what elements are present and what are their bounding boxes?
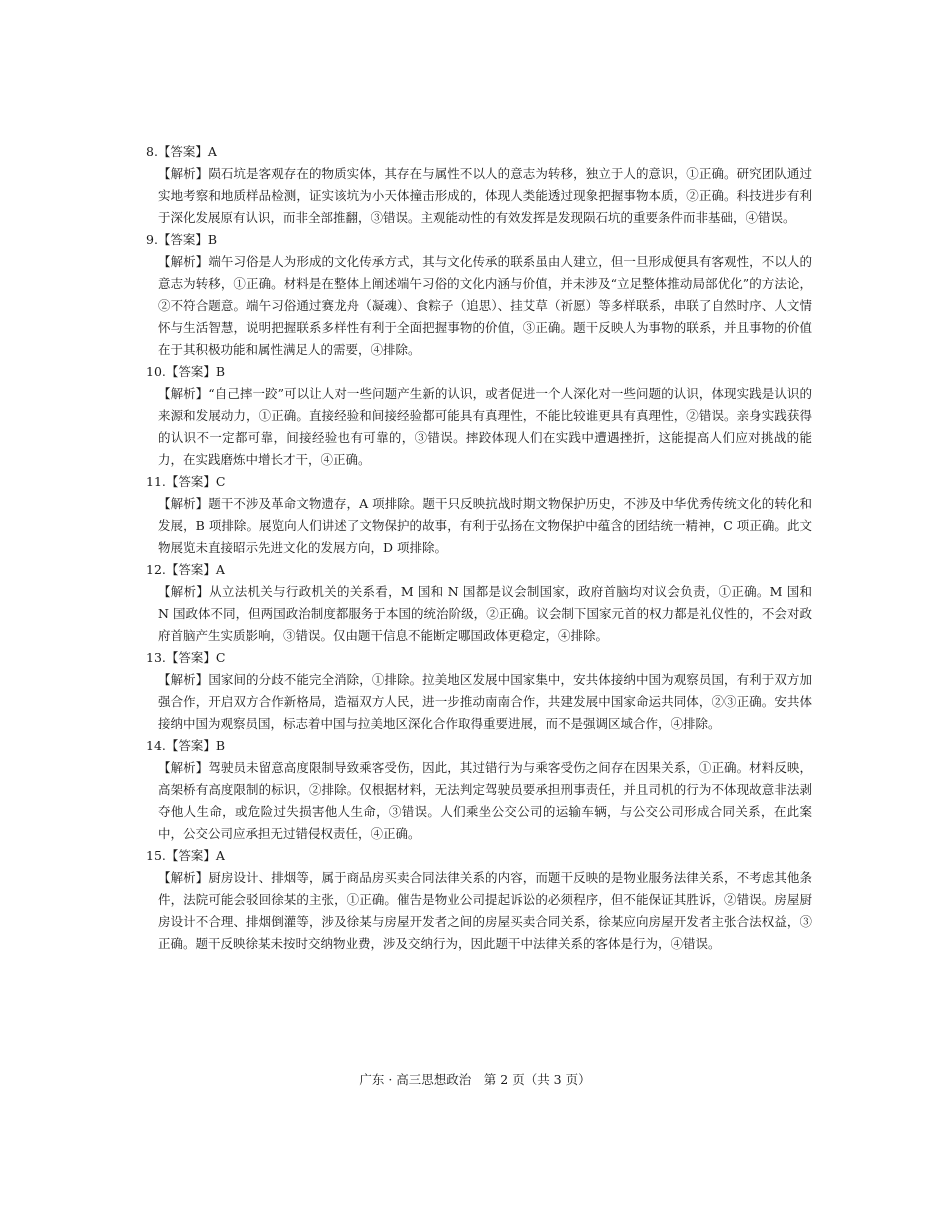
question-11 — [146, 471, 812, 559]
analysis-text: 【解析】国家间的分歧不能完全消除，①排除。拉美地区发展中国家集中，安共体接纳中国为观察员国，有利于双方加强合作，开启双方合作新格局，造福双方人民，进一步推动南南合作，共建发展中国家命运共同体，②③正确。安共体接纳中国为观察员国，标志着中国与拉美地区深化合作取得重要进展，而不是强调区域合作，④排除。 — [158, 672, 812, 731]
analysis-text: 【解析】题干不涉及革命文物遗存，A 项排除。题干只反映抗战时期文物保护历史，不涉及中华优秀传统文化的转化和发展，B 项排除。展览向人们讲述了文物保护的故事，有利于弘扬在文物保护中蕴含的团结统一精神，C 项正确。此文物展览未直接昭示先进文化的发展方向，D 项排除。 — [158, 496, 812, 555]
answer-line: 9.【答案】B — [146, 232, 218, 247]
answer-line: 12.【答案】A — [146, 562, 225, 577]
analysis-text: 【解析】驾驶员未留意高度限制导致乘客受伤，因此，其过错行为与乘客受伤之间存在因果关系，①正确。材料反映，高架桥有高度限制的标识，②排除。仅根据材料，无法判定驾驶员要承担刑事责任，并且司机的行为不体现故意非法剥夺他人生命，或危险过失损害他人生命，③错误。人们乘坐公交公司的运输车辆，与公交公司形成合同关系，在此案中，公交公司应承担无过错侵权责任，④正确。 — [158, 760, 812, 841]
answer-line: 15.【答案】A — [146, 848, 225, 863]
answer-line: 11.【答案】C — [146, 474, 226, 489]
analysis-text: 【解析】“自己摔一跤”可以让人对一些问题产生新的认识，或者促进一个人深化对一些问题的认识，体现实践是认识的来源和发展动力，①正确。直接经验和间接经验都可能具有真理性，不能比较谁更具有真理性，②错误。亲身实践获得的认识不一定都可靠，间接经验也有可靠的，③错误。摔跤体现人们在实践中遭遇挫折，这能提高人们应对挑战的能力，在实践磨炼中增长才干，④正确。 — [158, 386, 812, 467]
answer-line: 10.【答案】B — [146, 364, 226, 379]
analysis-text: 【解析】端午习俗是人为形成的文化传承方式，其与文化传承的联系虽由人建立，但一旦形成便具有客观性，不以人的意志为转移，①正确。材料是在整体上阐述端午习俗的文化内涵与价值，并未涉及“立足整体推动局部优化”的方法论，②不符合题意。端午习俗通过赛龙舟（凝魂）、食粽子（追思）、挂艾草（祈愿）等多样联系，串联了自然时序、人文情怀与生活智慧，说明把握联系多样性有利于全面把握事物的价值，③正确。题干反映人为事物的联系，并且事物的价值在于其积极功能和属性满足人的需要，④排除。 — [158, 254, 812, 357]
answer-line: 13.【答案】C — [146, 650, 226, 665]
question-15 — [146, 845, 812, 955]
analysis-text: 【解析】厨房设计、排烟等，属于商品房买卖合同法律关系的内容，而题干反映的是物业服务法律关系，不考虑其他条件，法院可能会驳回徐某的主张，①正确。催告是物业公司提起诉讼的必须程序，但不能保证其胜诉，②错误。房屋厨房设计不合理、排烟倒灌等，涉及徐某与房屋开发者之间的房屋买卖合同关系，徐某应向房屋开发者主张合法权益，③正确。题干反映徐某未按时交纳物业费，涉及交纳行为，因此题干中法律关系的客体是行为，④错误。 — [158, 870, 812, 951]
question-8 — [146, 141, 812, 229]
question-9 — [146, 229, 812, 361]
answer-line: 14.【答案】B — [146, 738, 226, 753]
analysis-text: 【解析】从立法机关与行政机关的关系看，M 国和 N 国都是议会制国家，政府首脑均对议会负责，①正确。M 国和 N 国政体不同，但两国政治制度都服务于本国的统治阶级，②正确。议会制下国家元首的权力都是礼仪性的，不会对政府首脑产生实质影响，③错误。仅由题干信息不能断定哪国政体更稳定，④排除。 — [158, 584, 812, 643]
answer-sheet-content — [146, 141, 812, 955]
analysis-text: 【解析】陨石坑是客观存在的物质实体，其存在与属性不以人的意志为转移，独立于人的意识，①正确。研究团队通过实地考察和地质样品检测，证实该坑为小天体撞击形成的，体现人类能透过现象把握事物本质，②正确。科技进步有利于深化发展原有认识，而非全部推翻，③错误。主观能动性的有效发挥是发现陨石坑的重要条件而非基础，④错误。 — [158, 166, 812, 225]
question-12 — [146, 559, 812, 647]
question-13 — [146, 647, 812, 735]
answer-line: 8.【答案】A — [146, 144, 217, 159]
page-footer: 广东 · 高三思想政治 第 2 页（共 3 页） — [359, 1072, 591, 1087]
question-14 — [146, 735, 812, 845]
question-10 — [146, 361, 812, 471]
